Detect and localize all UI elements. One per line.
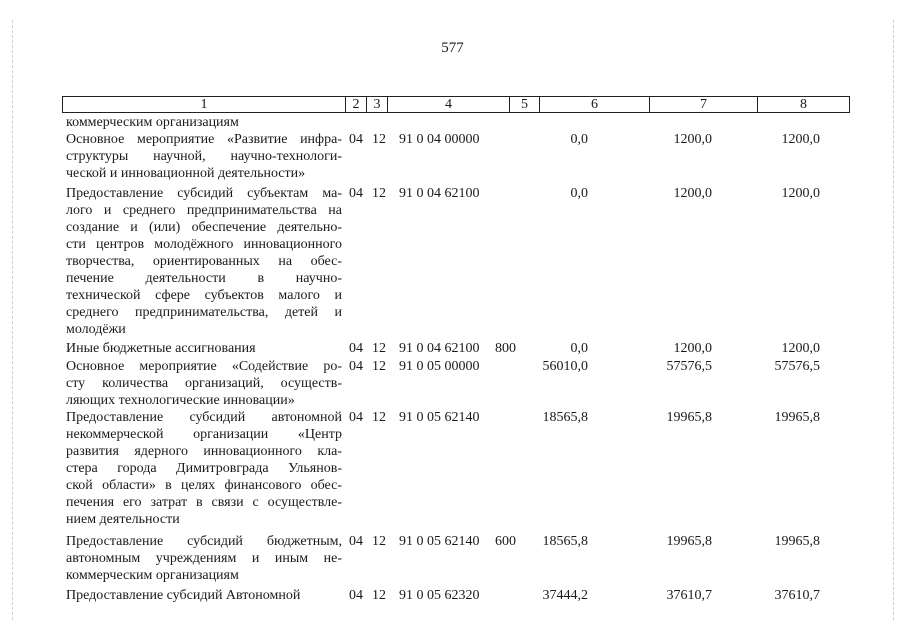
row-name-line: Предоставление субсидий субъектам ма- — [66, 186, 342, 201]
row-col-7: 1200,0 — [673, 341, 712, 356]
row-col-6: 0,0 — [570, 132, 588, 147]
row-col-3: 12 — [372, 359, 386, 374]
scan-edge-mark — [12, 20, 13, 620]
row-col-7: 19965,8 — [666, 410, 712, 425]
row-col-6: 0,0 — [570, 341, 588, 356]
column-header-4: 4 — [388, 97, 510, 113]
row-col-2: 04 — [349, 534, 363, 549]
row-col-4: 91 0 05 62140 — [399, 410, 480, 425]
row-name-line: некоммерческой организации «Центр — [66, 427, 342, 442]
row-col-4: 91 0 04 62100 — [399, 186, 480, 201]
table-row — [0, 131, 905, 185]
row-name-line: Иные бюджетные ассигнования — [66, 341, 256, 356]
row-col-3: 12 — [372, 132, 386, 147]
scan-edge-mark — [893, 20, 894, 620]
row-name-line: Основное мероприятие «Развитие инфра- — [66, 132, 342, 147]
row-col-7: 19965,8 — [666, 534, 712, 549]
row-col-2: 04 — [349, 359, 363, 374]
row-name-line: творчества, ориентированных на обес- — [66, 254, 342, 269]
row-name — [66, 358, 342, 409]
table-row — [0, 358, 905, 409]
row-col-7: 57576,5 — [666, 359, 712, 374]
table-row — [0, 533, 905, 587]
table-row — [0, 340, 905, 358]
row-col-2: 04 — [349, 132, 363, 147]
row-name-line: лого и среднего предпринимательства на — [66, 203, 342, 218]
row-col-8: 57576,5 — [774, 359, 820, 374]
row-name — [66, 340, 342, 357]
budget-table-body — [0, 114, 905, 607]
row-col-8: 37610,7 — [774, 588, 820, 603]
row-name-line: структуры научной, научно-технологи- — [66, 149, 342, 164]
row-col-3: 12 — [372, 341, 386, 356]
row-name-line: ской области» в целях финансового обес- — [66, 478, 342, 493]
row-col-8: 1200,0 — [781, 132, 820, 147]
column-header-6: 6 — [540, 97, 650, 113]
row-name — [66, 587, 342, 604]
row-name-line: сту количества организаций, осуществ- — [66, 376, 342, 391]
row-name-line: технической сфере субъектов малого и — [66, 288, 342, 303]
row-col-4: 91 0 04 00000 — [399, 132, 480, 147]
row-name-line: ческой и инновационной деятельности» — [66, 166, 306, 181]
column-header-1: 1 — [63, 97, 346, 113]
row-name-line: Основное мероприятие «Содействие ро- — [66, 359, 342, 374]
row-name-line: стера города Димитровграда Ульянов- — [66, 461, 342, 476]
row-col-8: 19965,8 — [774, 534, 820, 549]
table-row — [0, 409, 905, 533]
row-col-3: 12 — [372, 410, 386, 425]
table-row — [0, 185, 905, 340]
row-name-line: печение деятельности в научно- — [66, 271, 342, 286]
column-header-8: 8 — [758, 97, 850, 113]
row-col-4: 91 0 05 62140 — [399, 534, 480, 549]
row-col-7: 1200,0 — [673, 186, 712, 201]
row-col-2: 04 — [349, 410, 363, 425]
column-header-5: 5 — [510, 97, 540, 113]
row-col-3: 12 — [372, 588, 386, 603]
row-col-7: 1200,0 — [673, 132, 712, 147]
row-name-line: коммерческим организациям — [66, 568, 239, 583]
page-number: 577 — [441, 40, 464, 56]
row-name-line: Предоставление субсидий автономной — [66, 410, 342, 425]
row-col-2: 04 — [349, 186, 363, 201]
table-row — [0, 587, 905, 607]
row-name — [66, 409, 342, 528]
row-name-line: Предоставление субсидий Автономной — [66, 588, 301, 603]
table-row — [0, 114, 905, 131]
row-col-8: 1200,0 — [781, 186, 820, 201]
row-name-line: автономным учреждениям и иным не- — [66, 551, 342, 566]
row-name-line: среднего предпринимательства, детей и — [66, 305, 342, 320]
row-col-5: 600 — [495, 534, 516, 549]
row-name-line: коммерческим организациям — [66, 115, 239, 130]
row-col-2: 04 — [349, 588, 363, 603]
row-name — [66, 114, 342, 131]
row-col-8: 19965,8 — [774, 410, 820, 425]
row-col-6: 0,0 — [570, 186, 588, 201]
row-col-3: 12 — [372, 534, 386, 549]
row-name — [66, 185, 342, 338]
row-col-6: 18565,8 — [542, 534, 588, 549]
row-col-7: 37610,7 — [666, 588, 712, 603]
row-name-line: нием деятельности — [66, 512, 180, 527]
row-name-line: создание и (или) обеспечение деятельно- — [66, 220, 342, 235]
row-name-line: Предоставление субсидий бюджетным, — [66, 534, 342, 549]
row-name-line: развития ядерного инновационного кла- — [66, 444, 342, 459]
column-header-2: 2 — [346, 97, 367, 113]
row-col-5: 800 — [495, 341, 516, 356]
column-header-row — [62, 96, 850, 113]
column-header-7: 7 — [650, 97, 758, 113]
row-col-3: 12 — [372, 186, 386, 201]
row-col-6: 18565,8 — [542, 410, 588, 425]
row-col-6: 56010,0 — [542, 359, 588, 374]
row-name-line: сти центров молодёжного инновационного — [66, 237, 342, 252]
row-name-line: молодёжи — [66, 322, 126, 337]
row-name — [66, 131, 342, 182]
row-col-6: 37444,2 — [542, 588, 588, 603]
row-name-line: ляющих технологические инновации» — [66, 393, 295, 408]
row-col-8: 1200,0 — [781, 341, 820, 356]
row-col-4: 91 0 05 00000 — [399, 359, 480, 374]
column-header-3: 3 — [367, 97, 388, 113]
row-col-4: 91 0 04 62100 — [399, 341, 480, 356]
row-col-2: 04 — [349, 341, 363, 356]
row-name-line: печения его затрат в связи с осуществле- — [66, 495, 342, 510]
row-col-4: 91 0 05 62320 — [399, 588, 480, 603]
row-name — [66, 533, 342, 584]
